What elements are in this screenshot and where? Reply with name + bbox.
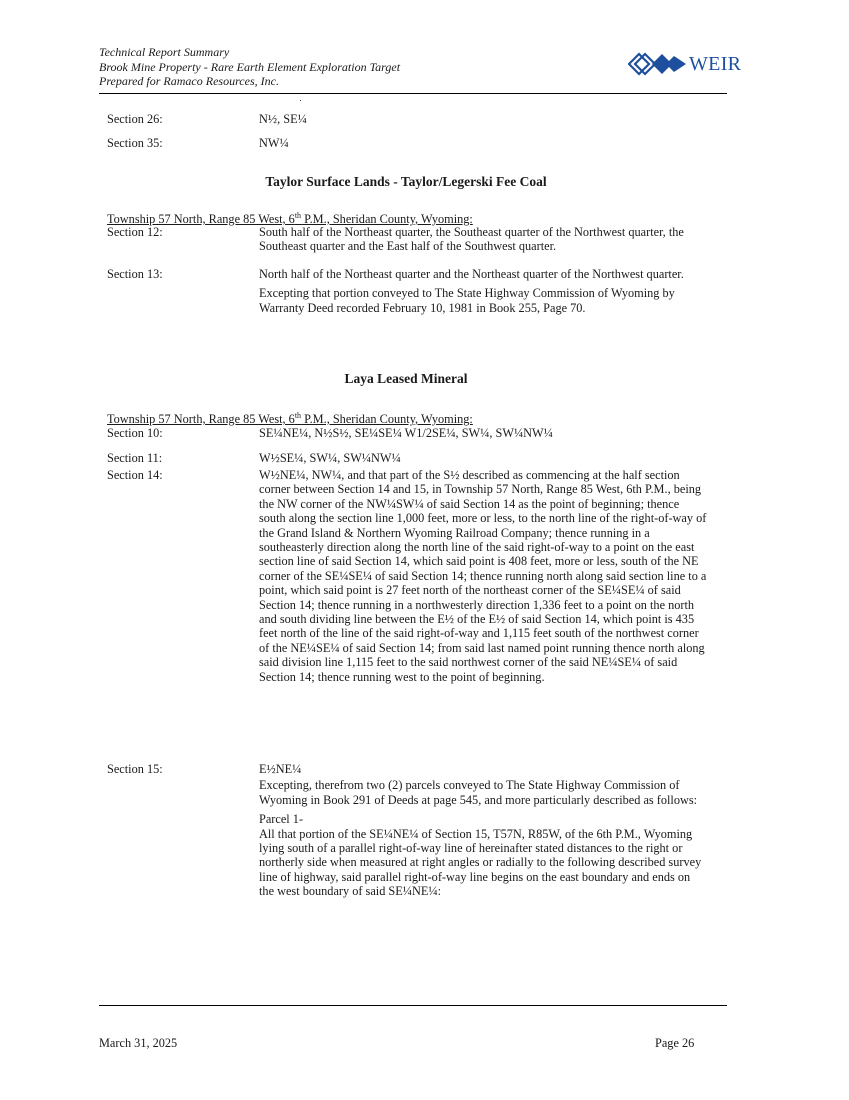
weir-logo <box>628 51 741 77</box>
stray-dot <box>300 100 301 101</box>
header-line-3: Prepared for Ramaco Resources, Inc. <box>99 74 279 88</box>
section-description <box>259 267 707 315</box>
section-label: Section 12: <box>107 225 163 239</box>
section-description: W½NE¼, NW¼, and that part of the S½ described as commencing at the half section corner between Section 14 and 15, in Township 57 North, Range 85 West, 6th P.M., being the NW corner of the NW¼SW¼ of said Section 14 as the point of beginning; thence south along the section line 1,000 feet, more or less, to the north line of the right-of-way of the Grand Island & Northern Wyoming Railroad Company; thence running in a southeasterly direction along the north line of the said right-of-way to a point on the east section line of said Section 14, which said point is 408 feet, more or less, south of the NE corner of the SE¼SE¼ of said Section 14; thence running north along said section line to a point, which said point is 27 feet north of the northeast corner of the SE¼SE¼ of said Section 14; thence running in a northwesterly direction 1,336 feet to a point on the north and south dividing line between the E½ of the E½ of said Section 14, which point is 435 feet north of the line of the said right-of-way and 1,115 feet south of the northwest corner of the NE¼SE¼ of said Section 14; from said last named point running thence north along said division line 1,115 feet to the said northwest corner of the said NE¼SE¼ of said Section 14; thence running west to the point of beginning. <box>259 468 707 684</box>
section-description: N½, SE¼ <box>259 112 307 126</box>
laya-heading: Laya Leased Mineral <box>344 371 468 386</box>
section-description: South half of the Northeast quarter, the Southeast quarter of the Northwest quarter, the Southeast quarter and the East half of the Southwest quarter. <box>259 225 684 254</box>
footer-page-number: Page 26 <box>655 1036 695 1050</box>
section-label: Section 10: <box>107 426 163 440</box>
description-paragraph: Excepting that portion conveyed to The State Highway Commission of Wyoming by Warranty Deed recorded February 10, 1981 in Book 255, Page 70. <box>259 286 675 315</box>
section-label: Section 35: <box>107 136 163 150</box>
header-rule <box>99 93 727 94</box>
diamond-chevron-icon <box>628 51 688 77</box>
taylor-heading: Taylor Surface Lands - Taylor/Legerski Fee Coal <box>265 174 547 189</box>
laya-township: Township 57 North, Range 85 West, 6th P.M., Sheridan County, Wyoming: <box>107 411 473 427</box>
description-paragraph: North half of the Northeast quarter and the Northeast quarter of the Northwest quarter. <box>259 267 684 281</box>
footer-rule <box>99 1005 727 1006</box>
section-description: SE¼NE¼, N½S½, SE¼SE¼ W1/2SE¼, SW¼, SW¼NW¼ <box>259 426 553 440</box>
logo-text: WEIR <box>689 53 742 75</box>
description-paragraph: Parcel 1- <box>259 812 304 827</box>
section-label: Section 15: <box>107 762 163 776</box>
footer-date: March 31, 2025 <box>99 1036 178 1050</box>
section-label: Section 26: <box>107 112 163 126</box>
section-label: Section 13: <box>107 267 163 281</box>
description-paragraph: Excepting, therefrom two (2) parcels conveyed to The State Highway Commission of Wyoming in Book 291 of Deeds at page 545, and more particularly described as follows: <box>259 778 698 807</box>
description-paragraph: All that portion of the SE¼NE¼ of Section 15, T57N, R85W, of the 6th P.M., Wyoming lying south of a parallel right-of-way line of hereinafter stated distances to the right or northerly side when measured at right angles or radially to the following described survey line of highway, said parallel right-of-way line begins on the east boundary and ends on the west boundary of said SE¼NE¼: <box>259 826 702 899</box>
section-description: NW¼ <box>259 136 289 150</box>
taylor-township: Township 57 North, Range 85 West, 6th P.M., Sheridan County, Wyoming: <box>107 211 473 227</box>
header-line-1: Technical Report Summary <box>99 45 230 59</box>
header-line-2: Brook Mine Property - Rare Earth Element Exploration Target <box>99 59 401 74</box>
running-header <box>99 45 400 89</box>
section-label: Section 14: <box>107 468 163 482</box>
section-label: Section 11: <box>107 451 163 465</box>
description-paragraph: E½NE¼ <box>259 762 302 776</box>
section-description: W½SE¼, SW¼, SW¼NW¼ <box>259 451 401 465</box>
section-description <box>259 762 707 899</box>
